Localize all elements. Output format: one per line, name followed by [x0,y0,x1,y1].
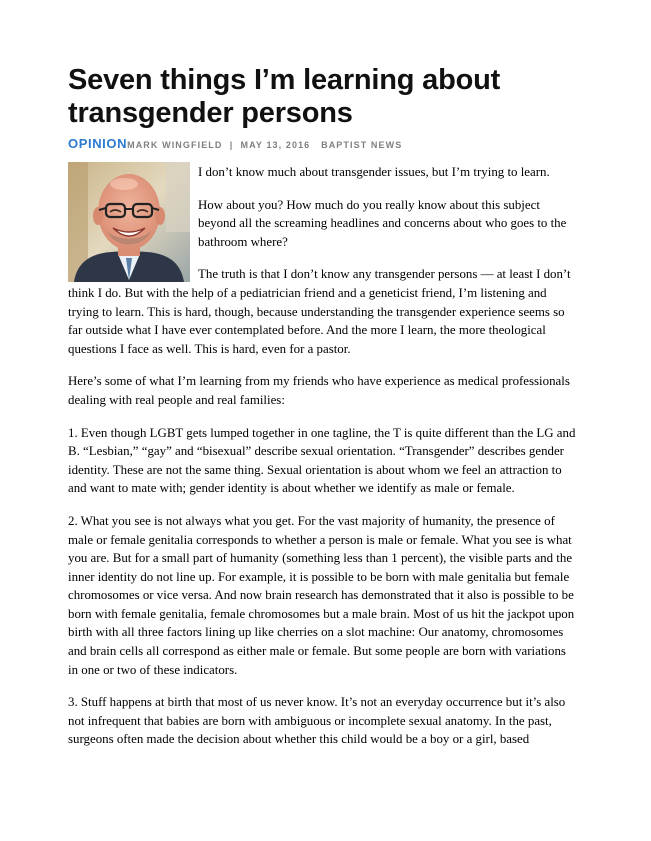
paragraph: The truth is that I don’t know any transgender persons — at least I don’t think I do. But with the help of a pediatrician friend and a geneticist friend, I’m listening and trying to learn. This is hard, though, because understanding the transgender experience seems so far outside what I have ever contemplated before. And the more I learn, the more theological questions I face as well. This is hard, even for a pastor. [68,267,571,356]
section-label[interactable]: OPINION [68,136,128,151]
paragraph: 1. Even though LGBT gets lumped together in one tagline, the T is quite different than the LG and B. “Lesbian,” “gay” and “bisexual” describe sexual orientation. “Transgender” describes gender identity. These are not the same thing. Sexual orientation is about whom we feel an attraction to and want to mate with; gender identity is about whether we identify as male or female. [68,425,576,496]
paragraph: 3. Stuff happens at birth that most of us never know. It’s not an everyday occurrence but it’s also not infrequent that babies are born with ambiguous or incomplete sexual anatomy. In the past, surgeons often made the decision about whether this child would be a boy or a girl, based [68,695,566,747]
paragraph: I don’t know much about transgender issues, but I’m trying to learn. [198,165,550,179]
publish-date: MAY 13, 2016 [240,140,311,150]
article-body [68,163,578,763]
author-name[interactable]: MARK WINGFIELD [127,140,223,150]
paragraph: Here’s some of what I’m learning from my friends who have experience as medical professionals dealing with real people and real families: [68,374,570,407]
paragraph: 2. What you see is not always what you get. For the vast majority of humanity, the presence of male or female genitalia corresponds to whether a person is male or female. What you see is what you are. But for a small part of humanity (something less than 1 percent), the visible parts and the inner identity do not line up. For example, it is possible to be born with male genitalia but female chromosomes or vice versa. And now brain research has demonstrated that it also is possible to be born with female genitalia, female chromosomes but a male brain. Most of us hit the jackpot upon birth with all three factors lining up like cherries on a slot machine: Our anatomy, chromosomes and brain cells all correspond as either male or female. But some people are born with variations in one or two of these indicators. [68,513,575,677]
byline [68,135,628,153]
article-title: Seven things I’m learning about transgender persons [68,64,501,129]
paragraph: How about you? How much do you really know about this subject beyond all the screaming headlines and concerns about who goes to the bathroom where? [198,197,567,249]
byline-separator: | [229,140,234,150]
source-name[interactable]: BAPTIST NEWS [321,140,403,150]
